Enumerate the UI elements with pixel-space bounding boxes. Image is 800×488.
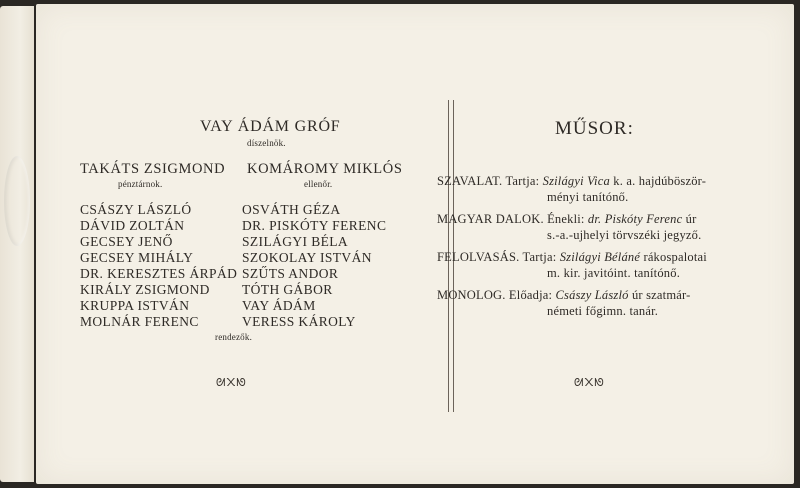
organizer-name: DR. KERESZTES ÁRPÁD — [80, 266, 238, 281]
organizer-name: DÁVID ZOLTÁN — [80, 218, 185, 233]
treasurer-name: TAKÁTS ZSIGMOND — [80, 161, 226, 177]
organizer-name: VERESS KÁROLY — [242, 314, 356, 329]
performer-name: Szilágyi Béláné — [559, 250, 641, 264]
auditor-role: ellenőr. — [304, 179, 333, 189]
organizer-name: TÓTH GÁBOR — [242, 282, 333, 297]
programme-item-text: k. a. hajdúböször- — [609, 174, 707, 188]
organizer-name: VAY ÁDÁM — [242, 298, 316, 313]
programme-item-text: úr szatmár- — [628, 288, 691, 302]
organizer-name: MOLNÁR FERENC — [80, 314, 199, 329]
auditor-name: KOMÁROMY MIKLÓS — [247, 161, 403, 177]
organizer-name: CSÁSZY LÁSZLÓ — [80, 202, 192, 217]
ornament-right: ᘛ᙭ᘚ — [574, 377, 605, 389]
organizer-name: DR. PISKÓTY FERENC — [242, 218, 387, 233]
performer-name: Császy László — [555, 288, 629, 302]
programme-item-line2: s.-a.-ujhelyi törvszéki jegyző. — [547, 228, 702, 242]
programme-item-text: MONOLOG. Előadja: — [437, 288, 556, 302]
organizer-name: KIRÁLY ZSIGMOND — [80, 282, 210, 297]
programme-item-text: SZAVALAT. Tartja: — [437, 174, 543, 188]
organizer-name: SZŰTS ANDOR — [242, 266, 339, 281]
treasurer-role: pénztárnok. — [118, 179, 163, 189]
organizer-name: SZOKOLAY ISTVÁN — [242, 250, 372, 265]
programme-item-line2: m. kir. javitóint. tanítónő. — [547, 266, 681, 280]
ornament-left: ᘛ᙭ᘚ — [216, 377, 247, 389]
embossed-decoration — [4, 156, 30, 246]
programme-item-text: úr — [682, 212, 697, 226]
programme-item-line2: ményi tanítónő. — [547, 190, 629, 204]
programme-item-text: MAGYAR DALOK. Énekli: — [437, 212, 588, 226]
organizer-name: KRUPPA ISTVÁN — [80, 298, 190, 313]
organizer-name: GECSEY MIHÁLY — [80, 250, 194, 265]
programme-item-text: rákospalotai — [640, 250, 707, 264]
organizer-name: GECSEY JENŐ — [80, 234, 173, 249]
organizer-name: SZILÁGYI BÉLA — [242, 234, 349, 249]
programme-item-line2: németi főgimn. tanár. — [547, 304, 659, 318]
programme-page — [36, 4, 794, 484]
organizer-name: OSVÁTH GÉZA — [242, 202, 341, 217]
honorary-president-name: VAY ÁDÁM GRÓF — [200, 118, 341, 135]
programme-title: MŰSOR: — [555, 118, 634, 139]
honorary-president-role: díszelnök. — [247, 138, 286, 148]
organizers-role: rendezők. — [215, 332, 253, 342]
programme-item-text: FELOLVASÁS. Tartja: — [437, 250, 560, 264]
performer-name: dr. Piskóty Ferenc — [587, 212, 683, 226]
booklet-back-flap — [0, 6, 34, 482]
performer-name: Szilágyi Vica — [542, 174, 610, 188]
